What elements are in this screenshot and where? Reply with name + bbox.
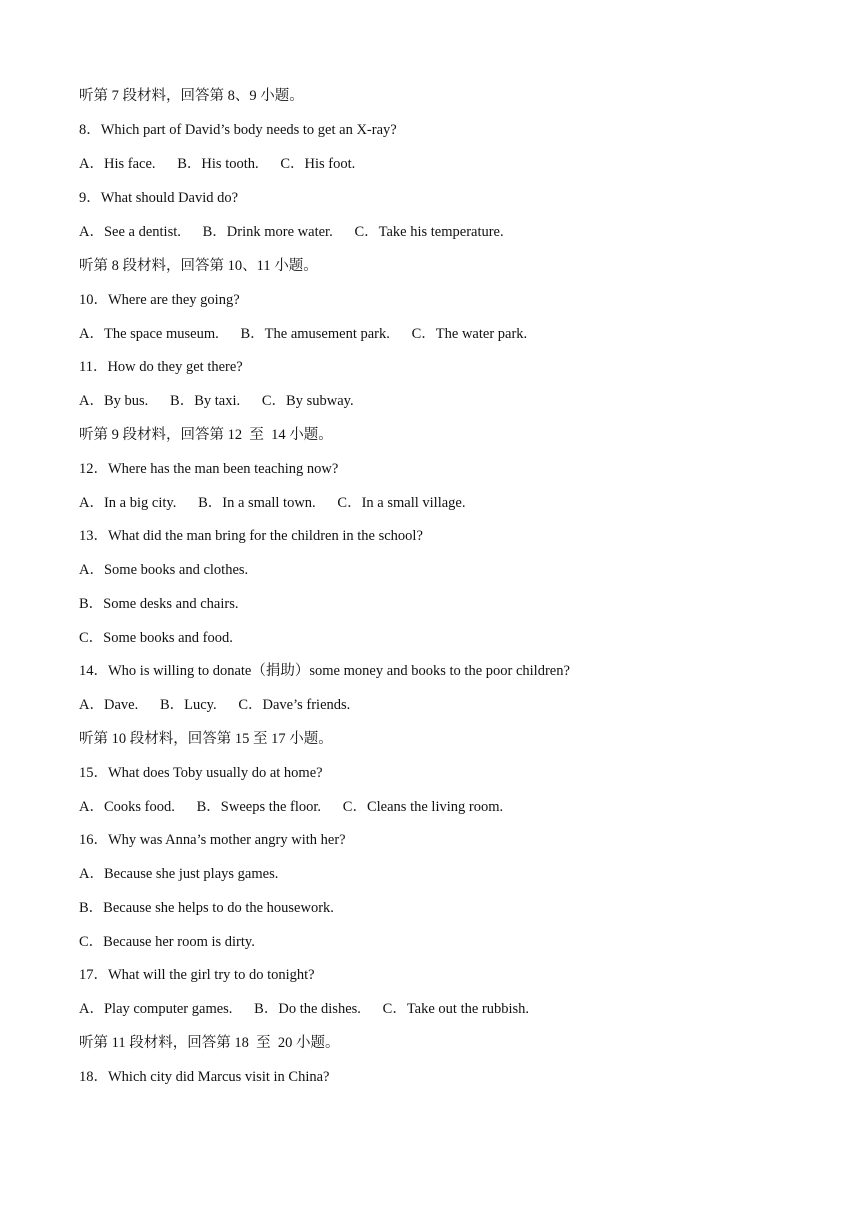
question-text: 13．What did the man bring for the children in the school? [79, 528, 423, 544]
answer-option: A．Some books and clothes. [79, 562, 249, 578]
section-instruction: 听第 8 段材料，回答第 10、11 小题。 [79, 258, 318, 274]
question-text: 9．What should David do? [79, 190, 239, 206]
question-text: 18．Which city did Marcus visit in China? [79, 1069, 330, 1085]
answer-options: A．By bus. B．By taxi. C．By subway. [79, 393, 354, 409]
answer-option: A．Because she just plays games. [79, 866, 279, 882]
answer-options: A．Cooks food. B．Sweeps the floor. C．Cleans the living room. [79, 799, 504, 815]
answer-options: A．Play computer games. B．Do the dishes. C．Take out the rubbish. [79, 1001, 530, 1017]
section-instruction: 听第 7 段材料，回答第 8、9 小题。 [79, 88, 304, 104]
section-instruction: 听第 10 段材料，回答第 15 至 17 小题。 [79, 731, 333, 747]
section-instruction: 听第 9 段材料，回答第 12 至 14 小题。 [79, 427, 333, 443]
question-text: 8．Which part of David’s body needs to get an X-ray? [79, 122, 397, 138]
question-text: 17．What will the girl try to do tonight? [79, 967, 315, 983]
answer-option: B．Because she helps to do the housework. [79, 900, 334, 916]
answer-options: A．The space museum. B．The amusement park. C．The water park. [79, 326, 528, 342]
question-text: 15．What does Toby usually do at home? [79, 765, 323, 781]
answer-options: A．See a dentist. B．Drink more water. C．Take his temperature. [79, 224, 504, 240]
section-instruction: 听第 11 段材料，回答第 18 至 20 小题。 [79, 1035, 340, 1051]
answer-options: A．Dave. B．Lucy. C．Dave’s friends. [79, 697, 351, 713]
answer-option: C．Because her room is dirty. [79, 934, 255, 950]
answer-option: C．Some books and food. [79, 630, 233, 646]
question-text: 16．Why was Anna’s mother angry with her? [79, 832, 346, 848]
question-text: 14．Who is willing to donate（捐助）some money and books to the poor children? [79, 663, 570, 679]
question-text: 10．Where are they going? [79, 292, 240, 308]
answer-options: A．His face. B．His tooth. C．His foot. [79, 156, 356, 172]
answer-options: A．In a big city. B．In a small town. C．In a small village. [79, 495, 466, 511]
answer-option: B．Some desks and chairs. [79, 596, 239, 612]
question-text: 11．How do they get there? [79, 359, 243, 375]
question-text: 12．Where has the man been teaching now? [79, 461, 339, 477]
